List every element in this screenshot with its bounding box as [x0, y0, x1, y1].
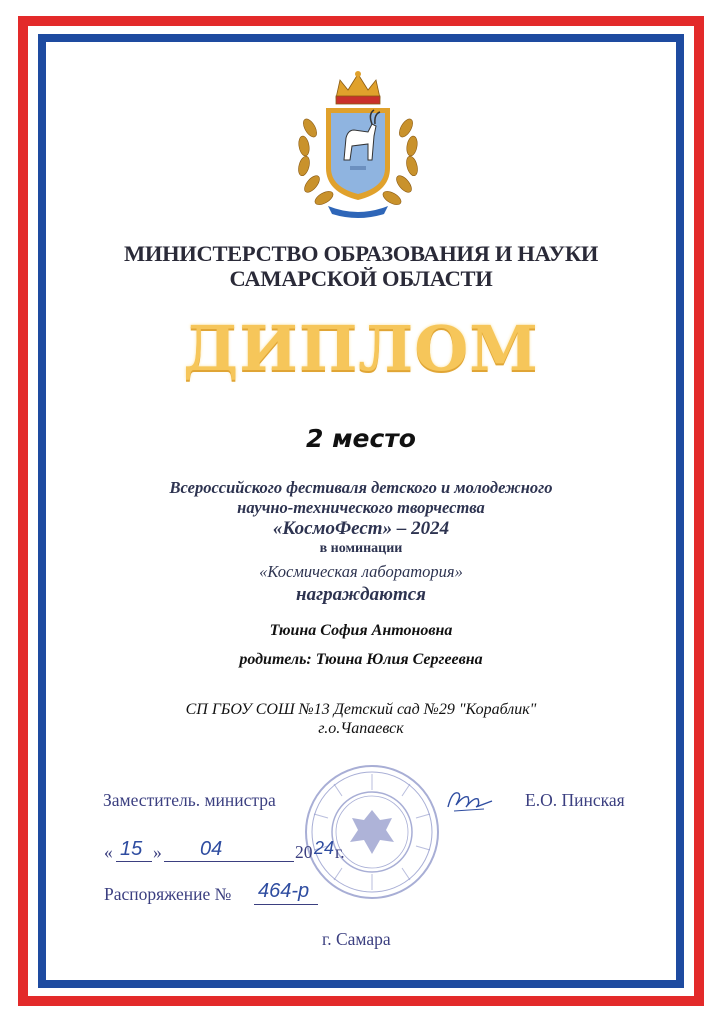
- date-day-underline: [116, 861, 152, 862]
- date-year-end: г.: [335, 842, 345, 862]
- coat-of-arms-icon: [288, 68, 428, 218]
- ministry-name-line2: САМАРСКОЙ ОБЛАСТИ: [229, 266, 493, 291]
- school-name: СП ГБОУ СОШ №13 Детский сад №29 "Кораблик": [185, 701, 537, 718]
- date-month: 04: [200, 838, 223, 860]
- school-city: г.о.Чапаевск: [318, 720, 404, 737]
- signatory-position: Заместитель. министра: [103, 790, 276, 810]
- festival-name: «КосмоФест» – 2024: [272, 518, 450, 539]
- festival-line2: научно-технического творчества: [237, 498, 485, 517]
- order-underline: [254, 904, 318, 905]
- nomination-name: «Космическая лаборатория»: [259, 562, 463, 581]
- date-close-quote: »: [153, 842, 162, 862]
- signatory-name: Е.О. Пинская: [525, 790, 625, 810]
- place-award: 2 место: [306, 424, 416, 453]
- parent-name: родитель: Тюина Юлия Сергеевна: [239, 651, 483, 668]
- date-day: 15: [120, 838, 143, 860]
- city: г. Самара: [322, 929, 391, 949]
- date-year-prefix: 20: [295, 842, 313, 862]
- date-year-suffix: 24: [314, 838, 335, 858]
- awarded-label: награждаются: [296, 584, 426, 605]
- ministry-name-line1: МИНИСТЕРСТВО ОБРАЗОВАНИЯ И НАУКИ: [123, 241, 599, 266]
- date-month-underline: [164, 861, 294, 862]
- nomination-intro: в номинации: [319, 541, 403, 556]
- festival-line1: Всероссийского фестиваля детского и молодежного: [169, 478, 553, 497]
- order-number: 464-р: [258, 880, 310, 902]
- signature-icon: [444, 785, 496, 815]
- official-seal-icon: [302, 762, 442, 902]
- order-label: Распоряжение №: [104, 884, 232, 904]
- date-open-quote: «: [104, 842, 113, 862]
- diploma-title: ДИПЛОМ: [183, 312, 539, 385]
- awardee-name: Тюина София Антоновна: [269, 622, 453, 639]
